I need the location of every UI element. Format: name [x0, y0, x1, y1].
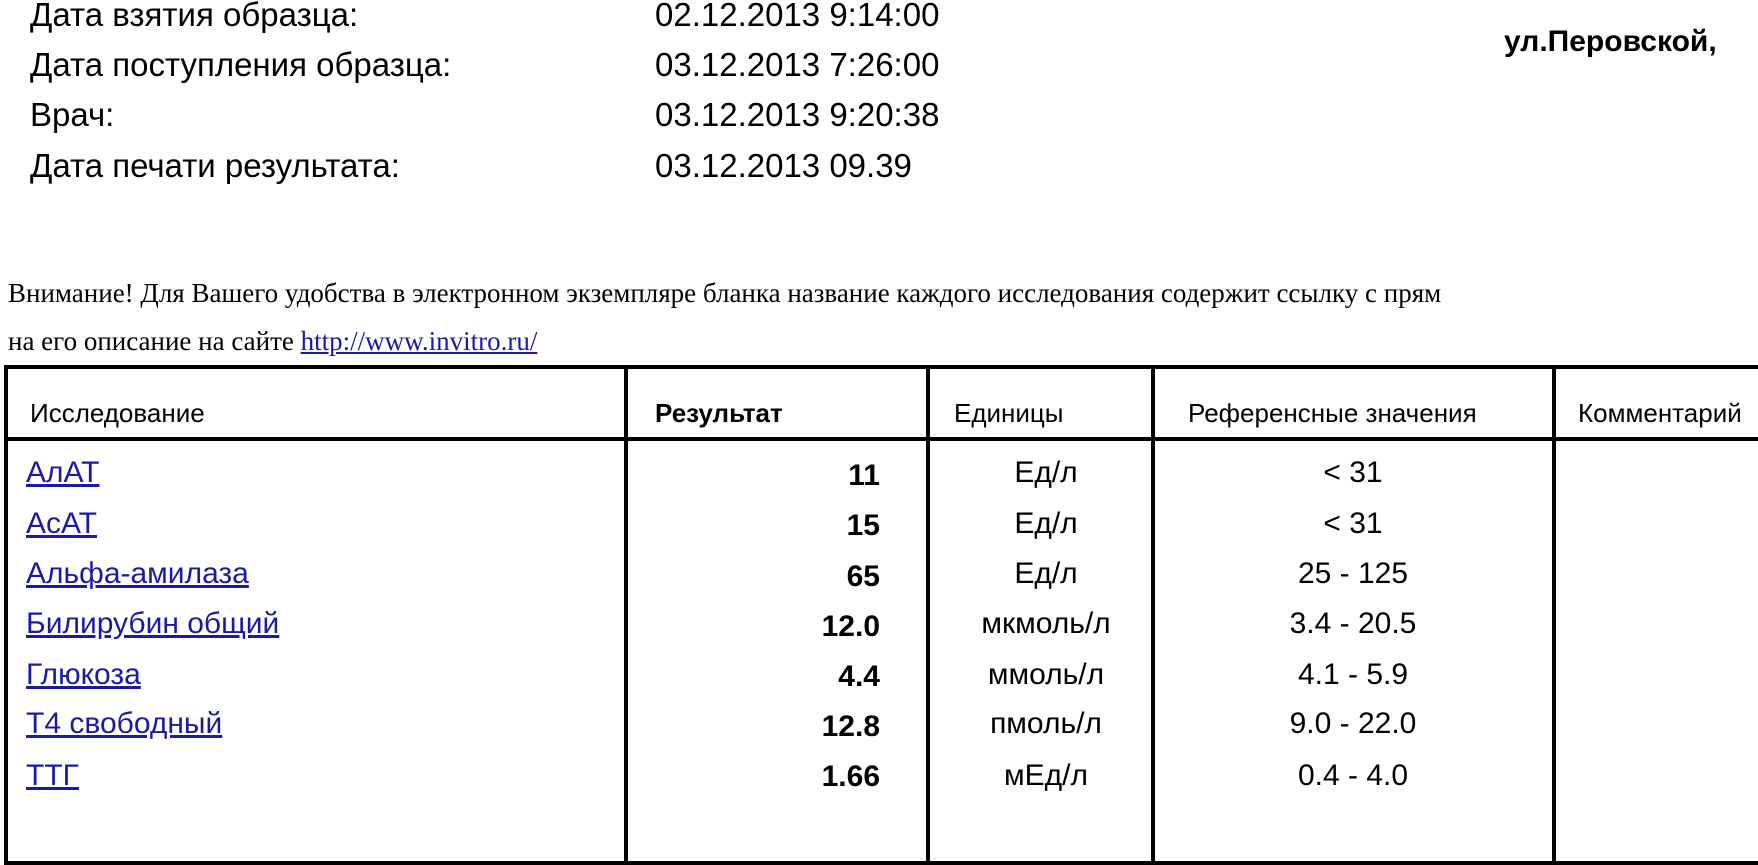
header-result: Результат	[655, 398, 783, 428]
unit-value: мЕд/л	[1004, 759, 1088, 792]
info-label-print-date: Дата печати результата:	[30, 147, 400, 184]
info-label-doctor: Врач:	[30, 96, 115, 133]
test-link-asat[interactable]: АсАТ	[26, 507, 98, 540]
unit-value: Ед/л	[1014, 557, 1078, 590]
reference-value: 25 - 125	[1297, 557, 1409, 590]
reference-value: 9.0 - 22.0	[1289, 707, 1417, 740]
header-divider	[4, 437, 1758, 441]
header-units: Единицы	[954, 398, 1064, 428]
reference-value: 0.4 - 4.0	[1297, 759, 1409, 792]
reference-value: 3.4 - 20.5	[1289, 607, 1417, 640]
info-label-sample-date: Дата взятия образца:	[30, 0, 359, 33]
info-value-print-date: 03.12.2013 09.39	[655, 147, 912, 184]
test-link-alat[interactable]: АлАТ	[26, 456, 100, 489]
invitro-link[interactable]: http://www.invitro.ru/	[300, 326, 538, 356]
reference-value: < 31	[1323, 456, 1383, 489]
unit-value: мкмоль/л	[981, 607, 1111, 640]
result-value: 4.4	[838, 660, 880, 693]
unit-value: ммоль/л	[987, 658, 1105, 691]
unit-value: Ед/л	[1014, 507, 1078, 540]
test-link-glucose[interactable]: Глюкоза	[26, 658, 141, 691]
test-link-t4-free[interactable]: Т4 свободный	[26, 707, 223, 740]
result-value: 65	[846, 560, 880, 593]
notice-line-1: Внимание! Для Вашего удобства в электронном экземпляре бланка название каждого исследования содержит ссылку с прям	[8, 278, 1442, 308]
result-value: 15	[846, 509, 880, 542]
result-value: 11	[848, 459, 880, 492]
unit-value: пмоль/л	[990, 707, 1102, 740]
info-value-received-date: 03.12.2013 7:26:00	[655, 46, 940, 83]
unit-value: Ед/л	[1014, 456, 1078, 489]
reference-value: < 31	[1323, 507, 1383, 540]
info-value-doctor: 03.12.2013 9:20:38	[655, 96, 940, 133]
column-divider-1	[624, 365, 628, 865]
notice-line-2	[8, 324, 537, 358]
result-value: 12.0	[821, 610, 880, 643]
info-label-received-date: Дата поступления образца:	[30, 46, 452, 83]
result-value: 1.66	[821, 760, 880, 793]
test-link-bilirubin[interactable]: Билирубин общий	[26, 607, 280, 640]
test-link-tsh[interactable]: ТТГ	[26, 759, 79, 792]
result-value: 12.8	[821, 710, 880, 743]
header-test: Исследование	[30, 398, 205, 428]
header-comment: Комментарий	[1578, 398, 1742, 428]
reference-value: 4.1 - 5.9	[1297, 658, 1409, 691]
lab-address: ул.Перовской,	[1504, 25, 1717, 58]
info-value-sample-date: 02.12.2013 9:14:00	[655, 0, 940, 33]
notice-prefix: на его описание на сайте	[8, 326, 301, 356]
header-reference: Референсные значения	[1188, 398, 1477, 428]
test-link-amylase[interactable]: Альфа-амилаза	[26, 557, 249, 590]
